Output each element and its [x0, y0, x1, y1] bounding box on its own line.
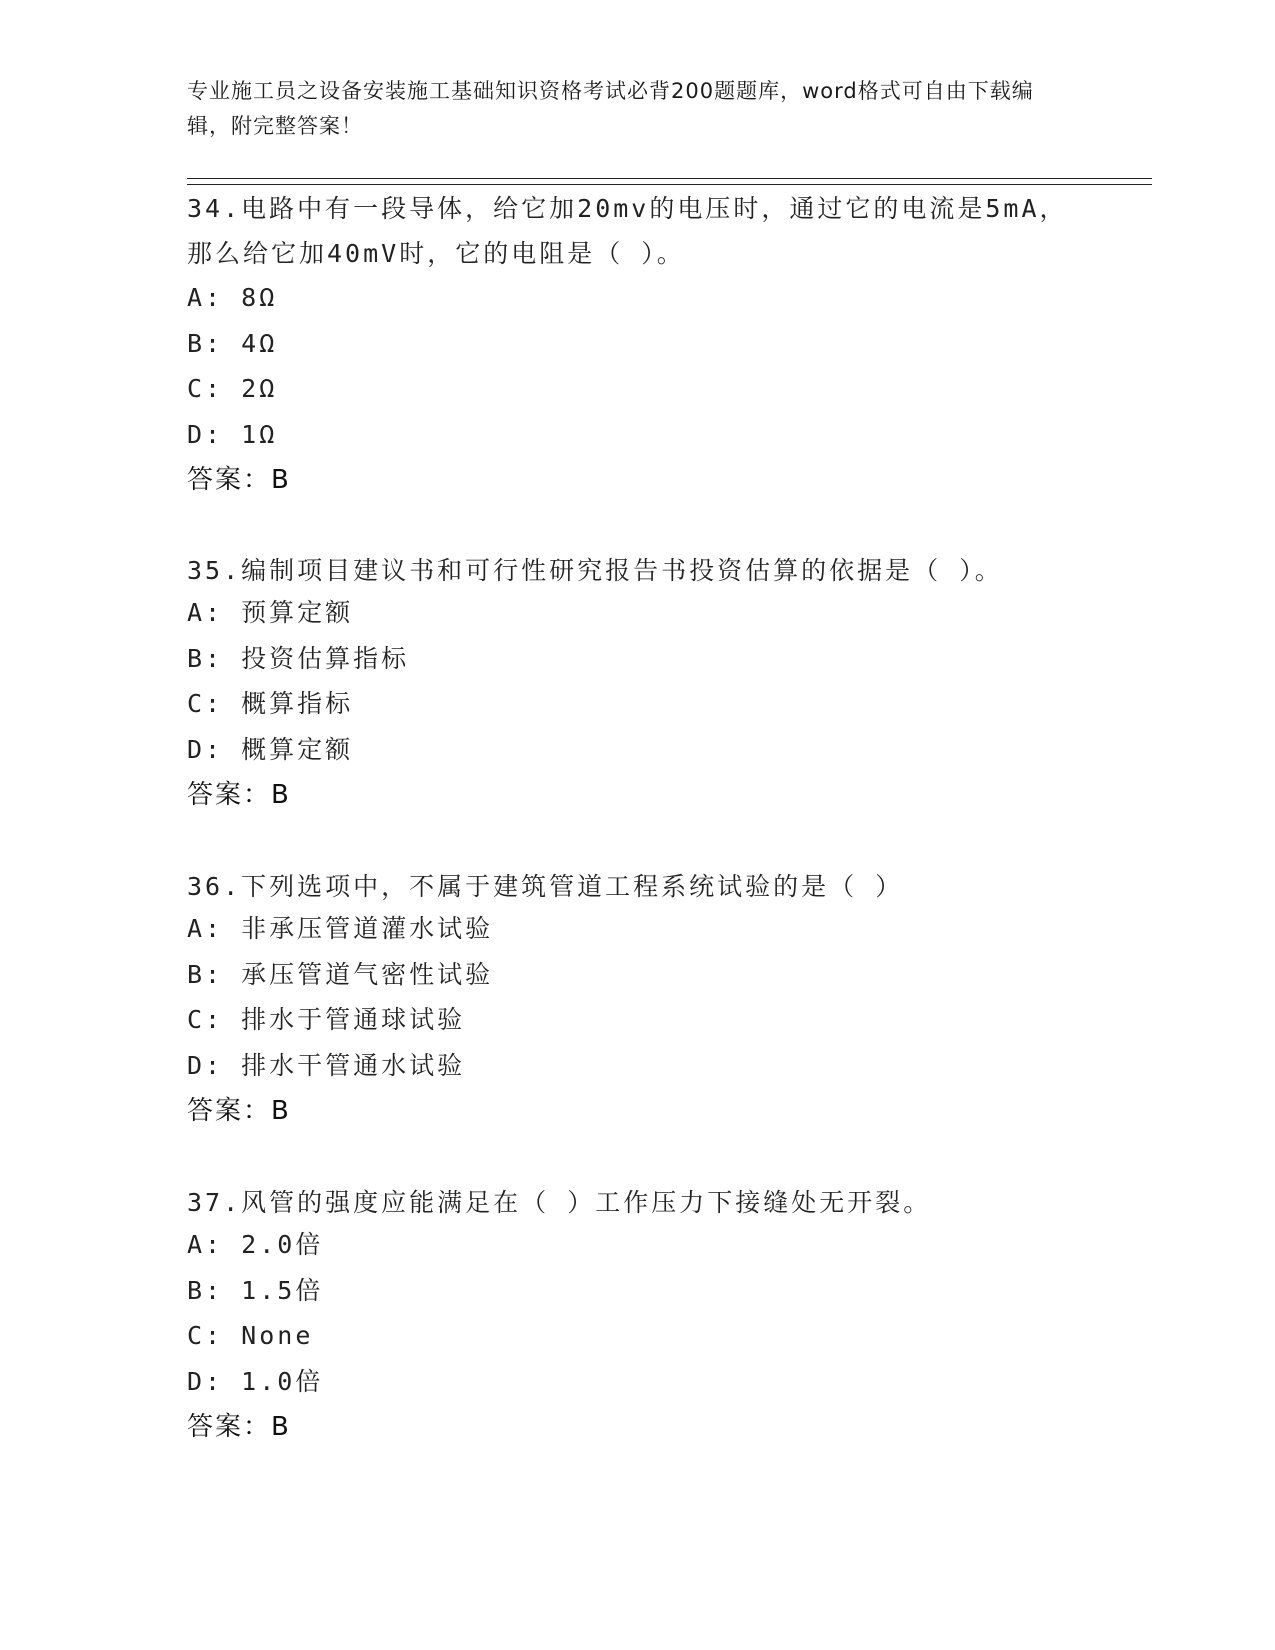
- answer-line: 答案：B: [187, 1096, 291, 1126]
- option-letter: B:: [187, 328, 224, 358]
- option-text: 2.0倍: [241, 1230, 324, 1259]
- option-letter: A:: [187, 1230, 224, 1259]
- option-b: [187, 329, 1087, 375]
- header-divider-bottom: [187, 184, 1152, 185]
- question-text: [187, 864, 1087, 909]
- option-c: [187, 1321, 1087, 1367]
- option-a: [187, 283, 1087, 329]
- option-letter: D:: [187, 734, 224, 764]
- answer-line: 答案：B: [187, 780, 291, 810]
- option-text: 4Ω: [241, 328, 278, 358]
- question-35: [187, 548, 1087, 810]
- question-number: 36.: [187, 872, 242, 901]
- option-d: [187, 420, 1087, 466]
- question-stem: 编制项目建议书和可行性研究报告书投资估算的依据是（ ）。: [241, 556, 1003, 585]
- question-stem: 电路中有一段导体，给它加20mv的电压时，通过它的电流是5mA，那么给它加40mV时，它的电阻是（ ）。: [187, 194, 1068, 268]
- question-text: [187, 186, 1087, 276]
- answer-line: 答案：B: [187, 465, 291, 495]
- option-text: 排水于管通球试验: [241, 1005, 466, 1034]
- option-letter: C:: [187, 689, 224, 718]
- option-letter: B:: [187, 959, 224, 989]
- option-text: 非承压管道灌水试验: [241, 914, 494, 943]
- option-text: 8Ω: [241, 283, 278, 312]
- option-text: 1Ω: [241, 419, 278, 449]
- option-letter: C:: [187, 1005, 224, 1034]
- option-letter: D:: [187, 1050, 224, 1080]
- option-b: [187, 960, 1087, 1006]
- question-36: [187, 864, 1087, 1126]
- question-stem: 风管的强度应能满足在（ ）工作压力下接缝处无开裂。: [241, 1188, 932, 1217]
- question-number: 37.: [187, 1188, 242, 1217]
- option-a: [187, 914, 1087, 960]
- option-c: [187, 374, 1087, 420]
- option-a: [187, 598, 1087, 644]
- option-text: None: [241, 1321, 314, 1350]
- option-letter: B:: [187, 1275, 224, 1305]
- question-number: 35.: [187, 556, 242, 585]
- option-d: [187, 1051, 1087, 1097]
- header-divider-top: [187, 178, 1152, 179]
- option-d: [187, 1367, 1087, 1413]
- question-stem: 下列选项中，不属于建筑管道工程系统试验的是（ ）: [241, 872, 904, 901]
- option-text: 预算定额: [241, 598, 354, 627]
- option-letter: D:: [187, 419, 224, 449]
- option-letter: A:: [187, 283, 224, 312]
- option-c: [187, 1005, 1087, 1051]
- option-b: [187, 1276, 1087, 1322]
- option-letter: D:: [187, 1366, 224, 1396]
- option-letter: A:: [187, 598, 224, 627]
- option-text: 概算指标: [241, 689, 354, 718]
- option-c: [187, 689, 1087, 735]
- option-a: [187, 1230, 1087, 1276]
- option-d: [187, 735, 1087, 781]
- answer-line: 答案：B: [187, 1412, 291, 1442]
- question-34: [187, 186, 1087, 495]
- option-text: 概算定额: [241, 734, 354, 764]
- option-text: 1.0倍: [241, 1366, 324, 1396]
- option-text: 排水干管通水试验: [241, 1050, 466, 1080]
- question-number: 34.: [187, 194, 242, 223]
- option-text: 投资估算指标: [241, 643, 410, 673]
- option-b: [187, 644, 1087, 690]
- option-text: 2Ω: [241, 374, 278, 403]
- option-letter: A:: [187, 914, 224, 943]
- option-letter: C:: [187, 1321, 224, 1350]
- option-text: 1.5倍: [241, 1275, 324, 1305]
- option-letter: B:: [187, 643, 224, 673]
- option-text: 承压管道气密性试验: [241, 959, 494, 989]
- question-37: [187, 1180, 1087, 1442]
- document-header: 专业施工员之设备安装施工基础知识资格考试必背200题题库，word格式可自由下载编辑，附完整答案！: [187, 79, 1034, 138]
- question-text: [187, 548, 1087, 593]
- question-text: [187, 1180, 1087, 1225]
- option-letter: C:: [187, 374, 224, 403]
